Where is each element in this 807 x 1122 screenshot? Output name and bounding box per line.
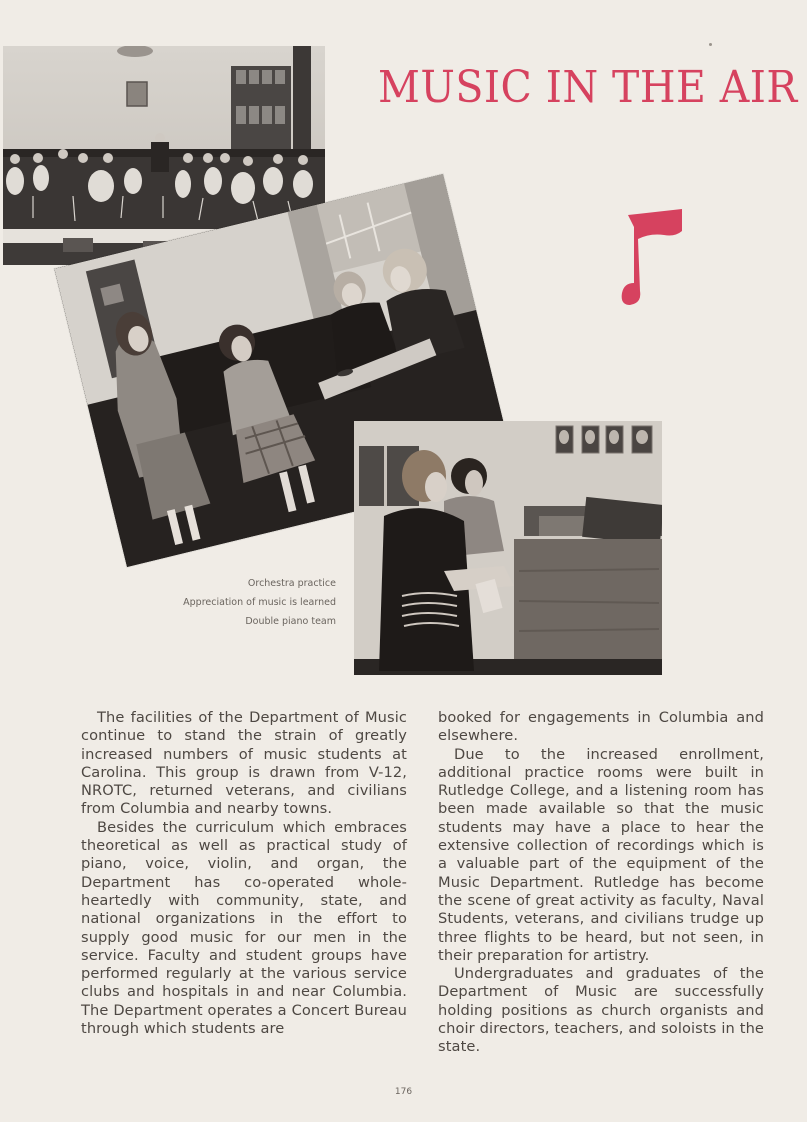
piano-photo-image: [354, 421, 662, 675]
body-paragraph: Besides the curriculum which embraces theoretical as well as practical study of piano, voice, violin, and organ, the Department has co-operated whole-heartedly with community, state, and national organizations in the effort to supply good music for our men in the service. Faculty and student groups have performed regularly at the various service clubs and hospitals in and near Columbia. The Department operates a Concert Bureau through which students are: [81, 818, 407, 1038]
print-speck: [709, 43, 712, 46]
body-paragraph: Due to the increased enrollment, additional practice rooms were built in Rutledge College, and a listening room has been made available so that the music students may have a place to hear the extensive collection of recordings which is a valuable part of the equipment of the Music Department. Rutledge has become the scene of great activity as faculty, Naval Students, veterans, and civilians trudge up three flights to be heard, but not seen, in their preparation for artistry.: [438, 745, 764, 964]
body-paragraph: The facilities of the Department of Music continue to stand the strain of greatly increased numbers of music students at Carolina. This group is drawn from V-12, NROTC, returned veterans, and civilians from Columbia and nearby towns.: [81, 709, 407, 818]
caption-music-appreciation: Appreciation of music is learned: [183, 597, 336, 608]
photo-captions: [176, 578, 336, 635]
body-paragraph-continuation: booked for engagements in Columbia and elsewhere.: [438, 709, 764, 745]
eighth-note-icon: [620, 205, 688, 307]
body-column-right: [438, 709, 764, 1057]
body-paragraph: Undergraduates and graduates of the Department of Music are successfully holding positions as church organists and choir directors, teachers, and soloists in the state.: [438, 965, 764, 1056]
caption-orchestra-practice: Orchestra practice: [247, 578, 336, 589]
page-title: MUSIC IN THE AIR: [378, 62, 798, 113]
photo-double-piano-team: [354, 421, 662, 675]
page-number: 176: [394, 1087, 413, 1097]
caption-double-piano-team: Double piano team: [245, 616, 336, 627]
body-column-left: [81, 709, 407, 1038]
